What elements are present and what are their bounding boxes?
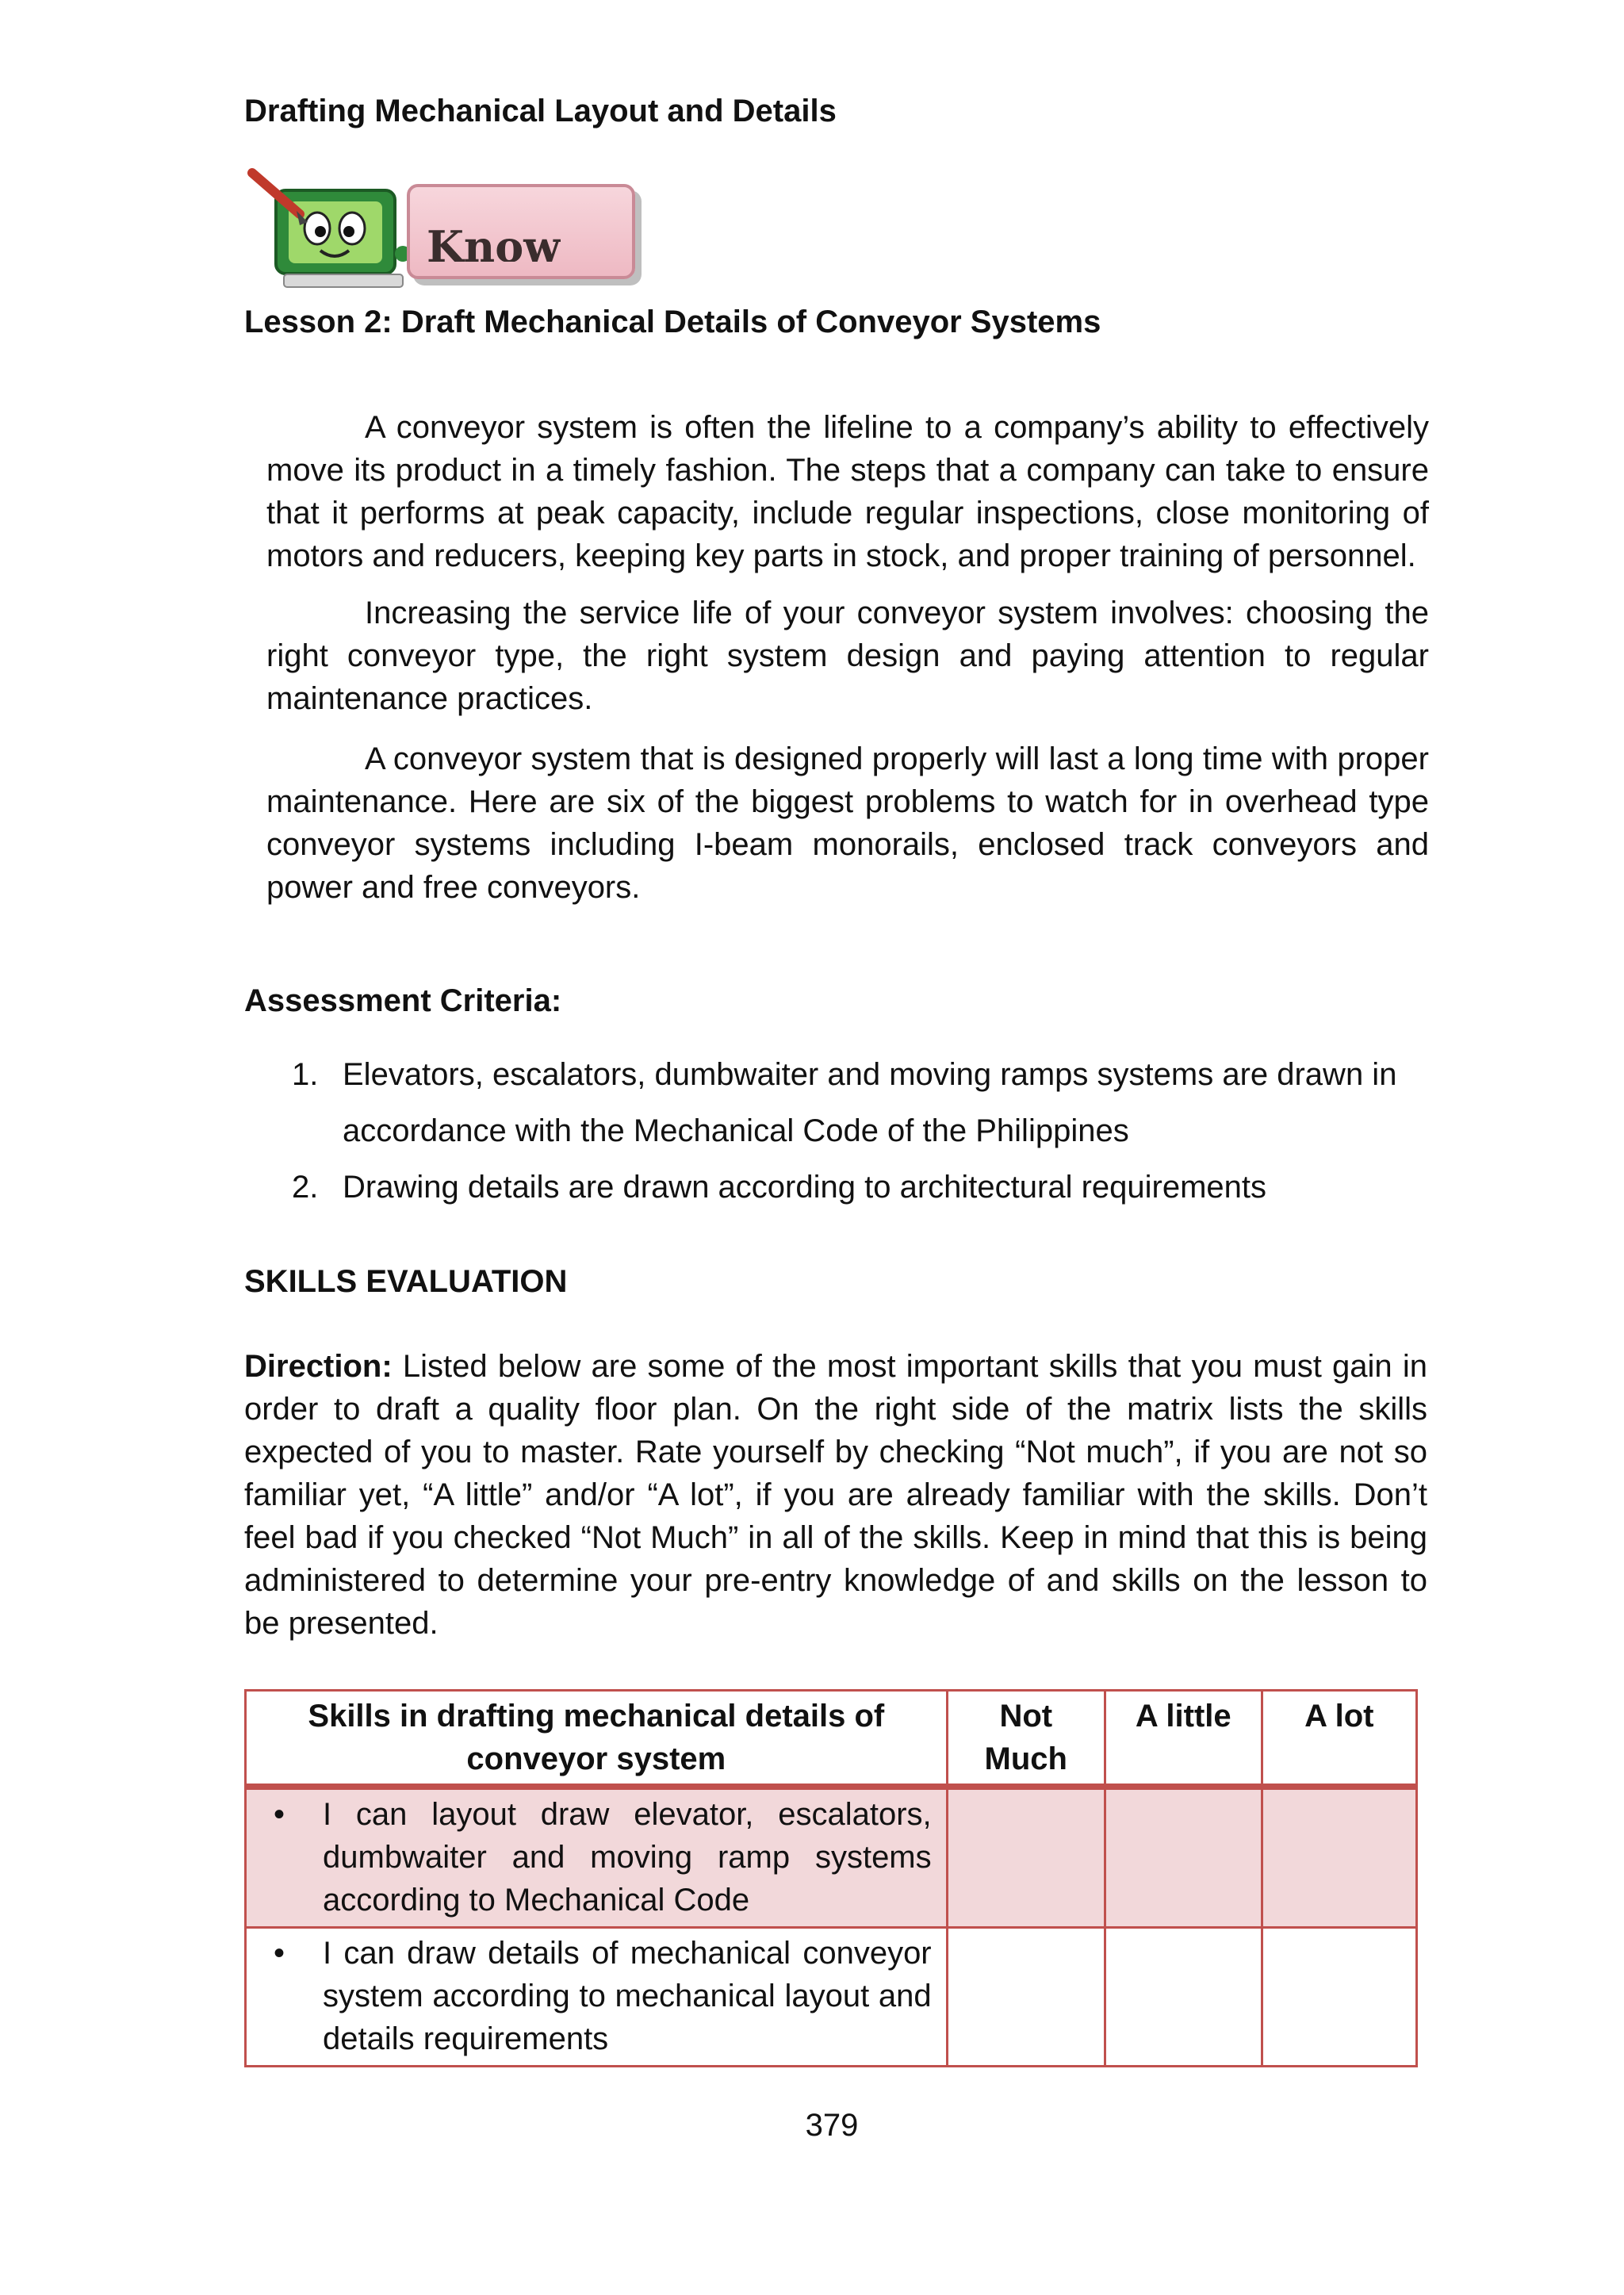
table-row: [246, 1928, 1417, 2067]
skills-rating-table: [244, 1689, 1418, 2067]
bullet-icon: •: [274, 1936, 285, 1971]
direction-text: Listed below are some of the most important skills that you must gain in order to draft a quality floor plan. On the right side of the matrix lists the skills expected of you to master. Rate yourself by checking “Not much”, if you are not so familiar yet, “A little” and/or “A lot”, if you are already familiar with the skills. Don’t feel bad if you checked “Not Much” in all of the skills. Keep in mind that this is being administered to determine your pre-entry knowledge of and skills on the lesson to be presented.: [244, 1349, 1427, 1641]
intro-paragraph-2: Increasing the service life of your conveyor system involves: choosing the right conveyor type, the right system design and paying attention to regular maintenance practices.: [266, 596, 1429, 716]
a-little-column-header: A little: [1105, 1691, 1262, 1787]
a-lot-column-header: A lot: [1262, 1691, 1416, 1787]
page-number: 379: [805, 2108, 859, 2143]
criteria-text: Drawing details are drawn according to architectural requirements: [343, 1170, 1266, 1205]
skill-text: I can draw details of mechanical conveyor system according to mechanical layout and details requirements: [323, 1936, 932, 2056]
intro-paragraph-3: A conveyor system that is designed properly will last a long time with proper maintenance. Here are six of the biggest problems to watch for in overhead type conveyor systems including I-beam monorails, enclosed track conveyors and power and free conveyors.: [266, 741, 1429, 905]
not-much-checkbox-cell[interactable]: [947, 1928, 1105, 2067]
document-header-title: Drafting Mechanical Layout and Details: [244, 94, 837, 128]
skill-cell: [246, 1928, 948, 2067]
not-much-checkbox-cell[interactable]: [947, 1787, 1105, 1928]
a-little-checkbox-cell[interactable]: [1105, 1787, 1262, 1928]
criteria-number: 1.: [292, 1057, 319, 1092]
direction-paragraph: [244, 1345, 1427, 1645]
skills-evaluation-heading: SKILLS EVALUATION: [244, 1264, 568, 1299]
a-lot-checkbox-cell[interactable]: [1262, 1928, 1416, 2067]
not-much-column-header: Not Much: [947, 1691, 1105, 1787]
intro-paragraph-1: A conveyor system is often the lifeline to a company’s ability to effectively move its product in a timely fashion. The steps that a company can take to ensure that it performs at peak capacity, include regular inspections, close monitoring of motors and reducers, keeping key parts in stock, and proper training of personnel.: [266, 410, 1429, 573]
computer-mascot-icon: [244, 167, 427, 293]
lesson-title: Lesson 2: Draft Mechanical Details of Conveyor Systems: [244, 305, 1101, 339]
a-lot-checkbox-cell[interactable]: [1262, 1787, 1416, 1928]
skill-cell: [246, 1787, 948, 1928]
bullet-icon: •: [274, 1797, 285, 1832]
table-header-row: [246, 1691, 1417, 1787]
criteria-number: 2.: [292, 1170, 319, 1205]
skill-text: I can layout draw elevator, escalators, dumbwaiter and moving ramp systems according to Mechanical Code: [323, 1797, 932, 1918]
skills-column-header: Skills in drafting mechanical details of conveyor system: [246, 1691, 948, 1787]
criteria-text: Elevators, escalators, dumbwaiter and moving ramps systems are drawn in accordance with the Mechanical Code of the Philippines: [343, 1057, 1397, 1148]
know-banner: [244, 167, 641, 293]
banner-label: Know: [427, 221, 561, 262]
direction-label: Direction:: [244, 1349, 393, 1384]
assessment-criteria-heading: Assessment Criteria:: [244, 983, 562, 1018]
table-row: [246, 1787, 1417, 1928]
a-little-checkbox-cell[interactable]: [1105, 1928, 1262, 2067]
